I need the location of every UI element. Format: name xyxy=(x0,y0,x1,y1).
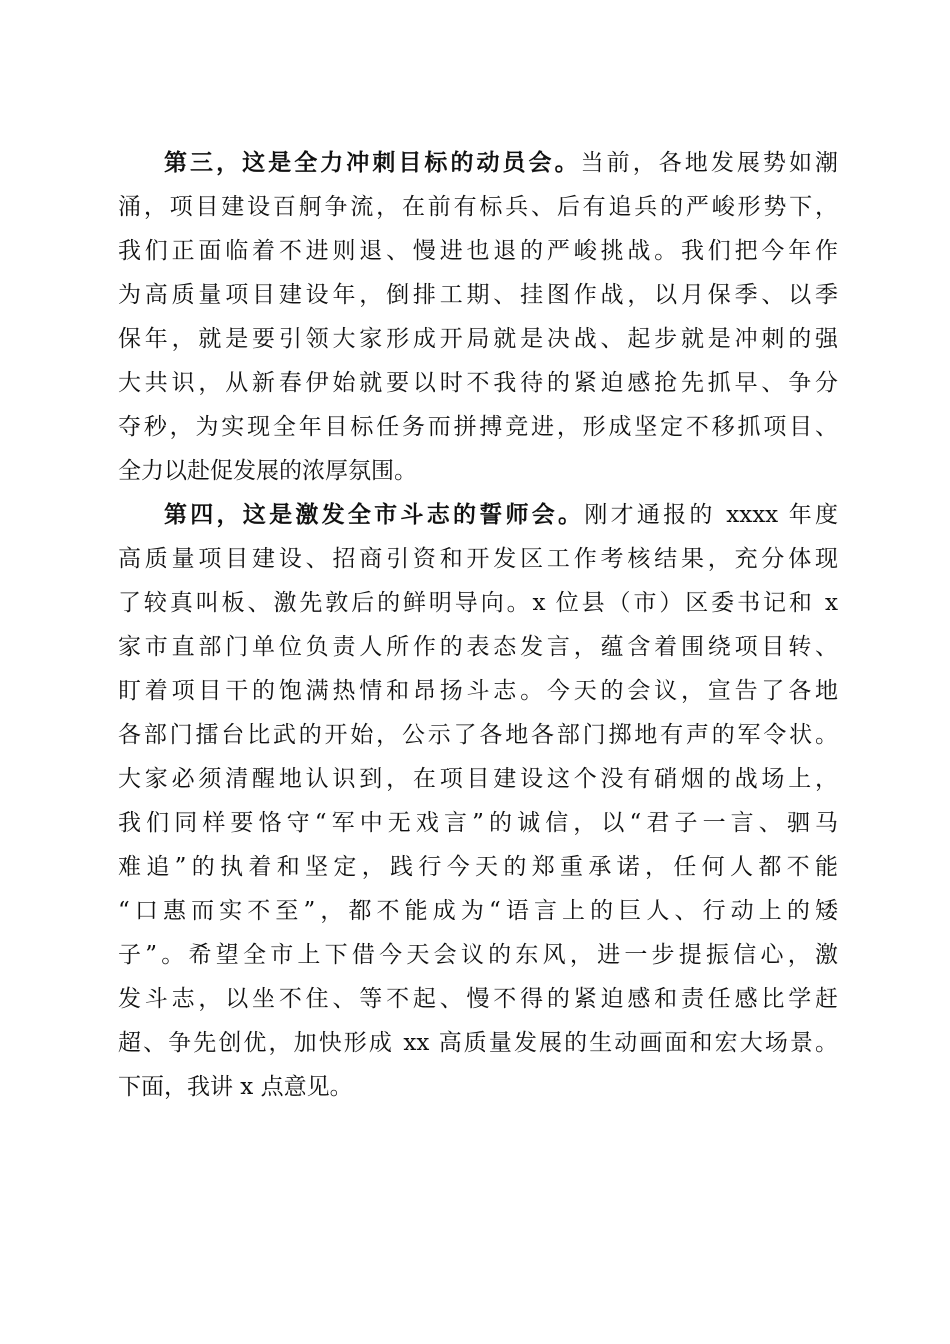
text-line: 各部门擂台比武的开始，公示了各地各部门掷地有声的军令状。 xyxy=(118,722,838,748)
line-text: 当前，各地发展势如潮 xyxy=(580,150,839,176)
text-line: 发斗志，以坐不住、等不起、慢不得的紧迫感和责任感比学赶 xyxy=(118,986,838,1012)
text-line: 了较真叫板、激先敦后的鲜明导向。x 位县（市）区委书记和 x xyxy=(118,590,838,616)
text-line: 大家必须清醒地认识到，在项目建设这个没有硝烟的战场上， xyxy=(118,766,838,792)
text-line: 我们同样要恪守“军中无戏言”的诚信，以“君子一言、驷马 xyxy=(118,810,838,836)
text-line: 超、争先创优，加快形成 xx 高质量发展的生动画面和宏大场景。 xyxy=(118,1030,838,1056)
text-line: 盯着项目干的饱满热情和昂扬斗志。今天的会议，宣告了各地 xyxy=(118,678,838,704)
text-line: 子”。希望全市上下借今天会议的东风，进一步提振信心，激 xyxy=(118,942,838,968)
text-line: 我们正面临着不进则退、慢进也退的严峻挑战。我们把今年作 xyxy=(118,238,838,264)
text-line: 为高质量项目建设年，倒排工期、挂图作战，以月保季、以季 xyxy=(118,282,838,308)
text-line xyxy=(118,141,838,185)
text-line: 大共识，从新春伊始就要以时不我待的紧迫感抢先抓早、争分 xyxy=(118,370,838,396)
paragraph-lead: 第三，这是全力冲刺目标的动员会。 xyxy=(164,149,581,176)
text-line: 全力以赴促发展的浓厚氛围。 xyxy=(118,458,417,484)
text-line: 高质量项目建设、招商引资和开发区工作考核结果，充分体现 xyxy=(118,546,838,572)
paragraph-fourth xyxy=(118,493,838,1109)
text-line xyxy=(118,493,838,537)
paragraph-third xyxy=(118,141,838,493)
text-line: 难追”的执着和坚定，践行今天的郑重承诺，任何人都不能 xyxy=(118,854,838,880)
text-line: 夺秒，为实现全年目标任务而拼搏竞进，形成坚定不移抓项目、 xyxy=(118,414,838,440)
text-line: 涌，项目建设百舸争流，在前有标兵、后有追兵的严峻形势下， xyxy=(118,194,838,220)
text-line: 家市直部门单位负责人所作的表态发言，蕴含着围绕项目转、 xyxy=(118,634,838,660)
line-text: 刚才通报的 xxxx 年度 xyxy=(584,502,838,528)
paragraph-lead: 第四，这是激发全市斗志的誓师会。 xyxy=(164,501,585,528)
text-line: 下面，我讲 x 点意见。 xyxy=(118,1074,353,1100)
document-body xyxy=(118,141,838,1109)
text-line: 保年，就是要引领大家形成开局就是决战、起步就是冲刺的强 xyxy=(118,326,838,352)
text-line: “口惠而实不至”，都不能成为“语言上的巨人、行动上的矮 xyxy=(118,898,838,924)
